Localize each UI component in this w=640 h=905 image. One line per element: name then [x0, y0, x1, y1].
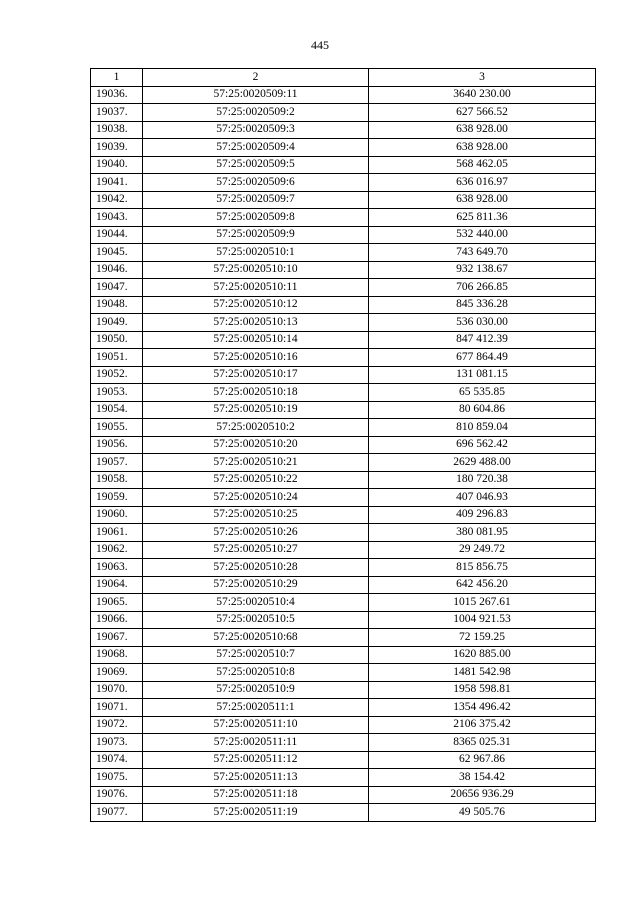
table-row	[91, 541, 596, 559]
cadastral-number-cell: 57:25:0020511:1	[143, 699, 369, 717]
row-number-cell: 19037.	[91, 104, 143, 122]
row-number-cell: 19063.	[91, 559, 143, 577]
row-number-cell: 19061.	[91, 524, 143, 542]
row-number-cell: 19040.	[91, 156, 143, 174]
cadastral-number-cell: 57:25:0020510:12	[143, 296, 369, 314]
cadastral-number-cell: 57:25:0020510:24	[143, 489, 369, 507]
cadastral-number-cell: 57:25:0020510:10	[143, 261, 369, 279]
cadastral-number-cell: 57:25:0020510:27	[143, 541, 369, 559]
cadastral-value-cell: 49 505.76	[369, 804, 596, 822]
row-number-cell: 19062.	[91, 541, 143, 559]
table-row	[91, 524, 596, 542]
cadastral-number-cell: 57:25:0020511:18	[143, 786, 369, 804]
table-row	[91, 646, 596, 664]
row-number-cell: 19036.	[91, 86, 143, 104]
cadastral-value-cell: 743 649.70	[369, 244, 596, 262]
table-row	[91, 699, 596, 717]
row-number-cell: 19042.	[91, 191, 143, 209]
row-number-cell: 19048.	[91, 296, 143, 314]
row-number-cell: 19066.	[91, 611, 143, 629]
cadastral-value-cell: 627 566.52	[369, 104, 596, 122]
column-header-3: 3	[369, 69, 596, 87]
row-number-cell: 19049.	[91, 314, 143, 332]
cadastral-number-cell: 57:25:0020510:13	[143, 314, 369, 332]
cadastral-value-cell: 845 336.28	[369, 296, 596, 314]
cadastral-number-cell: 57:25:0020510:9	[143, 681, 369, 699]
row-number-cell: 19039.	[91, 139, 143, 157]
row-number-cell: 19058.	[91, 471, 143, 489]
cadastral-number-cell: 57:25:0020511:19	[143, 804, 369, 822]
cadastral-value-cell: 62 967.86	[369, 751, 596, 769]
table-row	[91, 664, 596, 682]
cadastral-number-cell: 57:25:0020510:22	[143, 471, 369, 489]
cadastral-number-cell: 57:25:0020511:13	[143, 769, 369, 787]
cadastral-number-cell: 57:25:0020509:9	[143, 226, 369, 244]
table-row	[91, 576, 596, 594]
row-number-cell: 19071.	[91, 699, 143, 717]
table-row	[91, 279, 596, 297]
cadastral-value-cell: 131 081.15	[369, 366, 596, 384]
cadastral-value-cell: 932 138.67	[369, 261, 596, 279]
cadastral-value-cell: 636 016.97	[369, 174, 596, 192]
cadastral-number-cell: 57:25:0020509:5	[143, 156, 369, 174]
table-row	[91, 226, 596, 244]
cadastral-number-cell: 57:25:0020510:21	[143, 454, 369, 472]
table-row	[91, 734, 596, 752]
cadastral-value-cell: 29 249.72	[369, 541, 596, 559]
cadastral-number-cell: 57:25:0020509:6	[143, 174, 369, 192]
row-number-cell: 19077.	[91, 804, 143, 822]
cadastral-number-cell: 57:25:0020509:7	[143, 191, 369, 209]
cadastral-number-cell: 57:25:0020510:5	[143, 611, 369, 629]
cadastral-number-cell: 57:25:0020510:11	[143, 279, 369, 297]
table-row	[91, 716, 596, 734]
cadastral-number-cell: 57:25:0020510:14	[143, 331, 369, 349]
cadastral-value-table	[90, 68, 596, 822]
cadastral-value-cell: 536 030.00	[369, 314, 596, 332]
cadastral-value-cell: 810 859.04	[369, 419, 596, 437]
cadastral-value-cell: 2106 375.42	[369, 716, 596, 734]
column-header-1: 1	[91, 69, 143, 87]
cadastral-value-cell: 532 440.00	[369, 226, 596, 244]
cadastral-value-cell: 638 928.00	[369, 139, 596, 157]
table-row	[91, 121, 596, 139]
table-row	[91, 331, 596, 349]
cadastral-value-cell: 1015 267.61	[369, 594, 596, 612]
table-row	[91, 611, 596, 629]
table-row	[91, 419, 596, 437]
table-row	[91, 314, 596, 332]
row-number-cell: 19050.	[91, 331, 143, 349]
cadastral-number-cell: 57:25:0020511:10	[143, 716, 369, 734]
column-header-2: 2	[143, 69, 369, 87]
table-row	[91, 209, 596, 227]
row-number-cell: 19043.	[91, 209, 143, 227]
cadastral-number-cell: 57:25:0020510:2	[143, 419, 369, 437]
cadastral-number-cell: 57:25:0020509:2	[143, 104, 369, 122]
row-number-cell: 19045.	[91, 244, 143, 262]
row-number-cell: 19056.	[91, 436, 143, 454]
cadastral-number-cell: 57:25:0020509:8	[143, 209, 369, 227]
table-row	[91, 471, 596, 489]
table-row	[91, 296, 596, 314]
cadastral-number-cell: 57:25:0020510:68	[143, 629, 369, 647]
table-row	[91, 191, 596, 209]
row-number-cell: 19044.	[91, 226, 143, 244]
table-row	[91, 86, 596, 104]
row-number-cell: 19055.	[91, 419, 143, 437]
table-row	[91, 769, 596, 787]
cadastral-value-cell: 638 928.00	[369, 191, 596, 209]
cadastral-value-cell: 20656 936.29	[369, 786, 596, 804]
cadastral-value-cell: 847 412.39	[369, 331, 596, 349]
table-row	[91, 261, 596, 279]
cadastral-number-cell: 57:25:0020510:1	[143, 244, 369, 262]
cadastral-value-cell: 1481 542.98	[369, 664, 596, 682]
cadastral-value-cell: 642 456.20	[369, 576, 596, 594]
row-number-cell: 19041.	[91, 174, 143, 192]
cadastral-value-cell: 706 266.85	[369, 279, 596, 297]
row-number-cell: 19038.	[91, 121, 143, 139]
table-row	[91, 349, 596, 367]
page-number: 445	[311, 38, 329, 52]
cadastral-number-cell: 57:25:0020510:17	[143, 366, 369, 384]
row-number-cell: 19065.	[91, 594, 143, 612]
cadastral-value-cell: 638 928.00	[369, 121, 596, 139]
cadastral-value-cell: 625 811.36	[369, 209, 596, 227]
row-number-cell: 19064.	[91, 576, 143, 594]
row-number-cell: 19075.	[91, 769, 143, 787]
cadastral-number-cell: 57:25:0020510:29	[143, 576, 369, 594]
table-row	[91, 786, 596, 804]
cadastral-value-cell: 1354 496.42	[369, 699, 596, 717]
table-row	[91, 506, 596, 524]
cadastral-value-cell: 407 046.93	[369, 489, 596, 507]
table-row	[91, 751, 596, 769]
cadastral-value-cell: 2629 488.00	[369, 454, 596, 472]
cadastral-number-cell: 57:25:0020510:8	[143, 664, 369, 682]
table-row	[91, 104, 596, 122]
table-row	[91, 436, 596, 454]
cadastral-number-cell: 57:25:0020510:16	[143, 349, 369, 367]
cadastral-value-cell: 80 604.86	[369, 401, 596, 419]
cadastral-number-cell: 57:25:0020511:12	[143, 751, 369, 769]
cadastral-number-cell: 57:25:0020510:4	[143, 594, 369, 612]
cadastral-value-cell: 72 159.25	[369, 629, 596, 647]
table-row	[91, 139, 596, 157]
row-number-cell: 19074.	[91, 751, 143, 769]
table-row	[91, 559, 596, 577]
table-row	[91, 156, 596, 174]
table-row	[91, 366, 596, 384]
row-number-cell: 19068.	[91, 646, 143, 664]
cadastral-value-cell: 815 856.75	[369, 559, 596, 577]
cadastral-value-cell: 65 535.85	[369, 384, 596, 402]
cadastral-number-cell: 57:25:0020509:4	[143, 139, 369, 157]
cadastral-number-cell: 57:25:0020510:28	[143, 559, 369, 577]
cadastral-number-cell: 57:25:0020511:11	[143, 734, 369, 752]
cadastral-value-cell: 677 864.49	[369, 349, 596, 367]
cadastral-value-cell: 409 296.83	[369, 506, 596, 524]
cadastral-number-cell: 57:25:0020510:25	[143, 506, 369, 524]
table-row	[91, 594, 596, 612]
row-number-cell: 19054.	[91, 401, 143, 419]
row-number-cell: 19059.	[91, 489, 143, 507]
cadastral-value-cell: 1958 598.81	[369, 681, 596, 699]
row-number-cell: 19069.	[91, 664, 143, 682]
table-row	[91, 489, 596, 507]
cadastral-number-cell: 57:25:0020510:7	[143, 646, 369, 664]
cadastral-value-cell: 696 562.42	[369, 436, 596, 454]
cadastral-number-cell: 57:25:0020509:11	[143, 86, 369, 104]
table-body	[91, 86, 596, 821]
cadastral-number-cell: 57:25:0020510:18	[143, 384, 369, 402]
table-row	[91, 681, 596, 699]
cadastral-value-cell: 568 462.05	[369, 156, 596, 174]
row-number-cell: 19052.	[91, 366, 143, 384]
row-number-cell: 19053.	[91, 384, 143, 402]
row-number-cell: 19060.	[91, 506, 143, 524]
table-row	[91, 244, 596, 262]
cadastral-value-cell: 38 154.42	[369, 769, 596, 787]
row-number-cell: 19046.	[91, 261, 143, 279]
cadastral-value-cell: 380 081.95	[369, 524, 596, 542]
row-number-cell: 19051.	[91, 349, 143, 367]
cadastral-value-cell: 8365 025.31	[369, 734, 596, 752]
table-row	[91, 174, 596, 192]
table-row	[91, 804, 596, 822]
cadastral-number-cell: 57:25:0020510:26	[143, 524, 369, 542]
row-number-cell: 19073.	[91, 734, 143, 752]
cadastral-number-cell: 57:25:0020509:3	[143, 121, 369, 139]
table-header-row	[91, 69, 596, 87]
table-row	[91, 384, 596, 402]
row-number-cell: 19070.	[91, 681, 143, 699]
row-number-cell: 19067.	[91, 629, 143, 647]
row-number-cell: 19076.	[91, 786, 143, 804]
table-row	[91, 629, 596, 647]
cadastral-number-cell: 57:25:0020510:20	[143, 436, 369, 454]
cadastral-value-cell: 3640 230.00	[369, 86, 596, 104]
row-number-cell: 19057.	[91, 454, 143, 472]
cadastral-value-cell: 1004 921.53	[369, 611, 596, 629]
row-number-cell: 19072.	[91, 716, 143, 734]
table-row	[91, 454, 596, 472]
cadastral-value-cell: 1620 885.00	[369, 646, 596, 664]
row-number-cell: 19047.	[91, 279, 143, 297]
table-row	[91, 401, 596, 419]
cadastral-number-cell: 57:25:0020510:19	[143, 401, 369, 419]
cadastral-value-cell: 180 720.38	[369, 471, 596, 489]
